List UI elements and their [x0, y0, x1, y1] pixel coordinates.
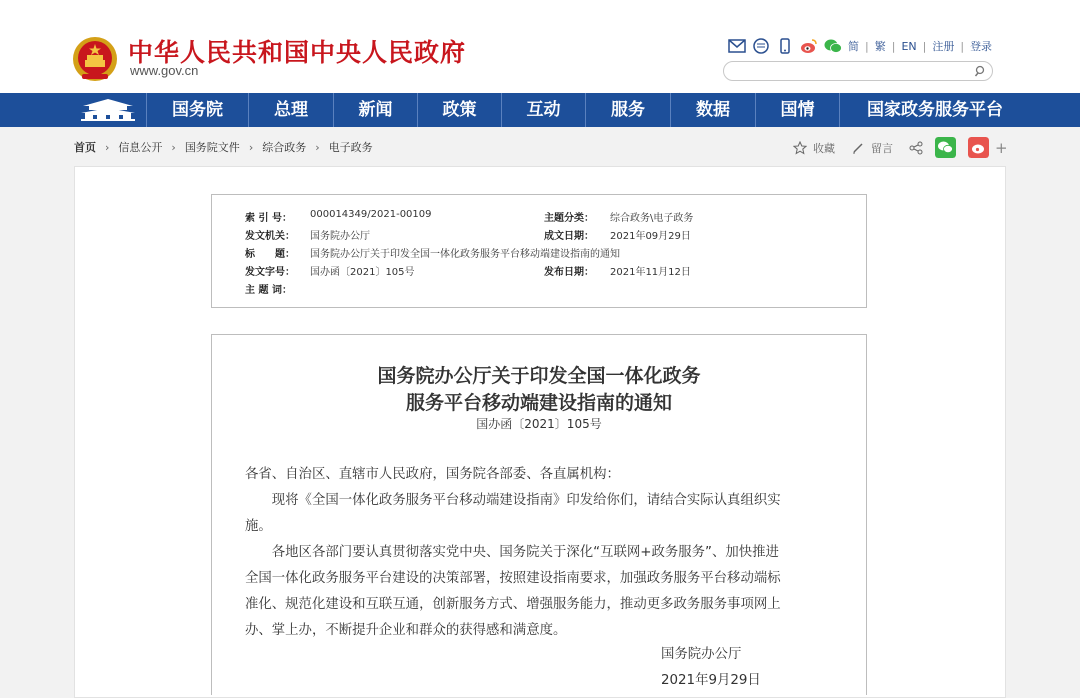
meta-docno-label: 发文字号： [245, 267, 295, 278]
chevron-right-icon: › [248, 140, 254, 154]
breadcrumb-home[interactable]: 首页 [74, 141, 96, 154]
util-link-traditional[interactable]: 繁 [874, 40, 886, 53]
meta-title-label: 标 题： [245, 249, 295, 260]
site-header [0, 0, 1080, 93]
meta-created-value: 2021年09月29日 [610, 231, 691, 242]
doc-paragraph-1-line-1: 现将《全国一体化政务服务平台移动端建设指南》印发给你们，请结合实际认真组织实 [245, 493, 781, 508]
search-icon[interactable] [974, 65, 986, 77]
breadcrumb-e-government[interactable]: 电子政务 [328, 141, 373, 154]
util-separator: | [865, 39, 869, 53]
meta-published-label: 发布日期： [544, 267, 594, 278]
mobile-icon[interactable] [776, 38, 794, 54]
nav-item-service-platform[interactable]: 国家政务服务平台 [867, 100, 1003, 120]
nav-item-data[interactable]: 数据 [696, 100, 730, 120]
doc-salutation: 各省、自治区、直辖市人民政府，国务院各部委、各直属机构： [245, 467, 620, 482]
nav-item-interaction[interactable]: 互动 [526, 100, 561, 120]
wechat-icon[interactable] [824, 38, 842, 54]
chevron-right-icon: › [105, 140, 110, 154]
meta-created-label: 成文日期： [544, 231, 594, 242]
doc-paragraph-2-line-4: 办、掌上办，不断提升企业和群众的获得感和满意度。 [245, 623, 567, 638]
util-link-login[interactable]: 登录 [970, 40, 993, 53]
meta-index-value: 000014349/2021-00109 [310, 209, 432, 220]
util-link-register[interactable]: 注册 [932, 40, 955, 53]
doc-paragraph-1-line-2: 施。 [245, 519, 272, 534]
doc-number: 国办函〔2021〕105号 [476, 417, 602, 431]
nav-item-state-council[interactable]: 国务院 [172, 100, 223, 120]
nav-home[interactable] [72, 93, 144, 127]
doc-title-line-2: 服务平台移动端建设指南的通知 [405, 392, 672, 414]
chevron-right-icon: › [171, 140, 176, 154]
star-icon[interactable] [793, 141, 807, 155]
doc-sign-date: 2021年9月29日 [661, 673, 761, 688]
site-domain[interactable]: www.gov.cn [130, 63, 199, 78]
favorite-link[interactable]: 收藏 [813, 141, 835, 155]
util-link-english[interactable]: EN [901, 39, 917, 53]
comment-link[interactable]: 留言 [871, 141, 893, 155]
meta-index-label: 索 引 号： [245, 213, 292, 224]
meta-published-value: 2021年11月12日 [610, 267, 691, 278]
breadcrumb-state-council-docs[interactable]: 国务院文件 [184, 141, 240, 154]
util-separator: | [960, 39, 965, 53]
nav-item-policy[interactable]: 政策 [442, 100, 477, 120]
nav-item-premier[interactable]: 总理 [274, 100, 308, 120]
meta-docno-value: 国办函〔2021〕105号 [310, 267, 415, 278]
meta-title-value: 国务院办公厅关于印发全国一体化政务服务平台移动端建设指南的通知 [310, 249, 620, 260]
main-nav [0, 93, 1080, 127]
util-link-simplified[interactable]: 简 [848, 40, 859, 53]
doc-paragraph-2-line-2: 全国一体化政务服务平台建设的决策部署，按照建设指南要求，加强政务服务平台移动端标 [245, 571, 781, 586]
breadcrumb-info-disclosure[interactable]: 信息公开 [118, 141, 163, 154]
document-body [211, 334, 867, 695]
nav-item-national-info[interactable]: 国情 [780, 100, 815, 120]
mail-icon[interactable] [728, 38, 746, 54]
meta-issuer-value: 国务院办公厅 [310, 231, 370, 242]
meta-topic-value: 综合政务\电子政务 [610, 213, 694, 224]
meta-issuer-label: 发文机关： [245, 231, 295, 242]
doc-signer: 国务院办公厅 [661, 647, 742, 662]
national-emblem-icon[interactable] [72, 36, 118, 82]
site-name[interactable]: 中华人民共和国中央人民政府 [128, 38, 467, 67]
message-icon[interactable] [752, 38, 770, 54]
chevron-right-icon: › [315, 140, 320, 154]
wechat-share-icon[interactable] [935, 137, 956, 158]
util-separator: | [891, 39, 896, 53]
search-input[interactable] [723, 61, 993, 81]
meta-keywords-label: 主 题 词： [245, 285, 292, 296]
meta-topic-label: 主题分类： [544, 213, 594, 224]
util-separator: | [922, 39, 927, 53]
doc-paragraph-2-line-3: 准化、规范化建设和互联互通，创新服务方式、增强服务能力，推动更多政务服务事项网上 [245, 597, 781, 612]
weibo-icon[interactable] [800, 38, 818, 54]
nav-item-news[interactable]: 新闻 [358, 100, 393, 120]
plus-icon[interactable]: + [995, 138, 1008, 157]
doc-paragraph-2-line-1: 各地区各部门要认真贯彻落实党中央、国务院关于深化“互联网+政务服务”、加快推进 [245, 545, 779, 560]
document-metadata [211, 194, 867, 308]
breadcrumb [74, 139, 373, 155]
nav-item-services[interactable]: 服务 [611, 100, 645, 120]
pen-icon[interactable] [851, 141, 865, 155]
breadcrumb-general-affairs[interactable]: 综合政务 [262, 141, 307, 154]
doc-title-line-1: 国务院办公厅关于印发全国一体化政务 [377, 365, 701, 387]
share-icon[interactable] [909, 141, 923, 155]
article-tools [793, 137, 1008, 158]
utility-links [728, 36, 992, 56]
tiananmen-icon [79, 97, 137, 123]
weibo-share-icon[interactable] [968, 137, 989, 158]
